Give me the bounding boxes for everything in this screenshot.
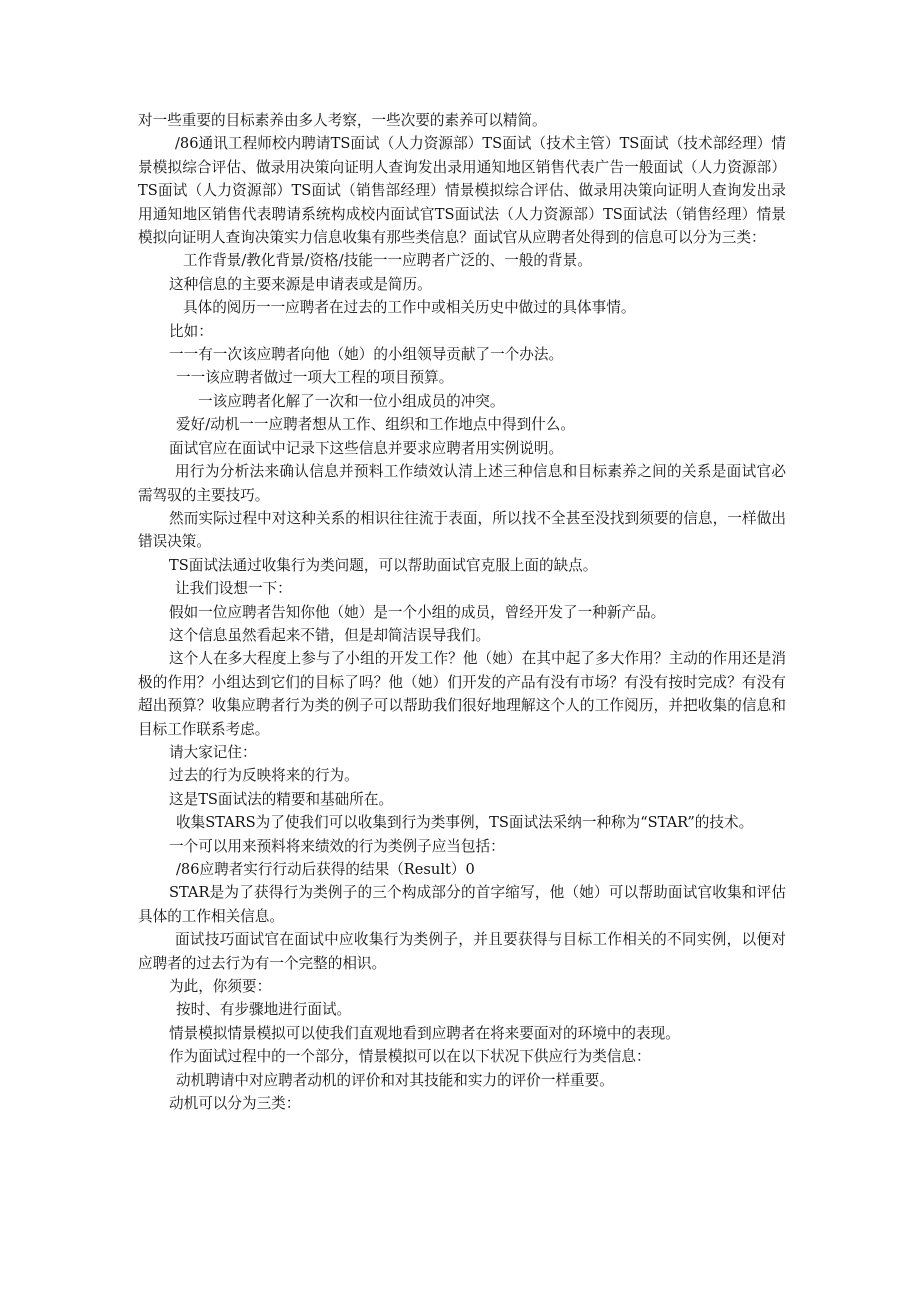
paragraph: 让我们设想一下： [175, 580, 292, 598]
paragraph: STAR是为了获得行为类例子的三个构成部分的首字缩写，他（她）可以帮助面试官收集和评估具体的工作相关信息。 [138, 884, 786, 925]
paragraph: 情景模拟情景模拟可以使我们直观地看到应聘者在将来要面对的环境中的表现。 [169, 1024, 680, 1042]
document-body [138, 109, 786, 1115]
paragraph: 一个可以用来预料将来绩效的行为类例子应当包括： [169, 837, 505, 855]
paragraph: 动机可以分为三类： [169, 1095, 301, 1113]
paragraph: 按时、有步骤地进行面试。 [176, 1001, 352, 1019]
paragraph: 用行为分析法来确认信息并预料工作绩效认清上述三种信息和目标素养之间的关系是面试官必需驾驭的主要技巧。 [138, 463, 786, 504]
paragraph: 收集STARS为了使我们可以收集到行为类事例，TS面试法采纳一种称为“STAR”的技术。 [176, 814, 754, 832]
paragraph: 面试官应在面试中记录下这些信息并要求应聘者用实例说明。 [169, 439, 564, 457]
paragraph: 动机聘请中对应聘者动机的评价和对其技能和实力的评价一样重要。 [176, 1071, 614, 1089]
paragraph: 假如一位应聘者告知你他（她）是一个小组的成员，曾经开发了一种新产品。 [169, 603, 666, 621]
paragraph: TS面试法通过收集行为类问题，可以帮助面试官克服上面的缺点。 [169, 556, 598, 574]
paragraph: /86应聘者实行行动后获得的结果（Result）0 [176, 861, 475, 878]
paragraph: 具体的阅历一一应聘者在过去的工作中或相关历史中做过的具体事情。 [183, 299, 636, 317]
paragraph: 工作背景/教化背景/资格/技能一一应聘者广泛的、一般的背景。 [183, 252, 592, 270]
paragraph: 比如： [169, 322, 213, 340]
paragraph: 爱好/动机一一应聘者想从工作、组织和工作地点中得到什么。 [176, 416, 575, 434]
paragraph: 请大家记住： [169, 743, 257, 761]
paragraph: 这是TS面试法的精要和基础所在。 [169, 790, 394, 808]
paragraph: 这个信息虽然看起来不错，但是却简洁误导我们。 [169, 626, 491, 644]
paragraph: 对一些重要的目标素养由多人考察，一些次要的素养可以精简。 [138, 112, 547, 129]
paragraph: 为此，你须要： [169, 978, 272, 996]
paragraph: 这个人在多大程度上参与了小组的开发工作？他（她）在其中起了多大作用？主动的作用还是消极的作用？小组达到它们的目标了吗？他（她）们开发的产品有没有市场？有没有按时完成？有没有超出预算？收集应聘者行为类的例子可以帮助我们很好地理解这个人的工作阅历，并把收集的信息和目标工作联系考虑。 [138, 650, 786, 738]
paragraph: 然而实际过程中对这种关系的相识往往流于表面，所以找不全甚至没找到须要的信息，一样做出错误决策。 [138, 509, 786, 551]
paragraph: 一一有一次该应聘者向他（她）的小组领导贡献了一个办法。 [169, 346, 564, 364]
paragraph: 过去的行为反映将来的行为。 [169, 767, 359, 785]
paragraph: 一该应聘者化解了一次和一位小组成员的冲突。 [198, 392, 505, 410]
paragraph: 一一该应聘者做过一项大工程的项目预算。 [176, 369, 454, 387]
paragraph: /86通讯工程师校内聘请TS面试（人力资源部）TS面试（技术主管）TS面试（技术部经理）情景模拟综合评估、做录用决策向证明人查询发出录用通知地区销售代表广告一般面试（人力资源部）TS面试（人力资源部）TS面试（销售部经理）情景模拟综合评估、做录用决策向证明人查询发出录用通知地区销售代表聘请系统构成校内面试官TS面试法（人力资源部）TS面试法（销售经理）情景模拟向证明人查询决策实力信息收集有那些类信息？面试官从应聘者处得到的信息可以分为三类： [138, 135, 786, 247]
paragraph: 这种信息的主要来源是申请表或是简历。 [169, 275, 432, 293]
paragraph: 面试技巧面试官在面试中应收集行为类例子，并且要获得与目标工作相关的不同实例，以便对应聘者的过去行为有一个完整的相识。 [138, 931, 786, 972]
paragraph: 作为面试过程中的一个部分，情景模拟可以在以下状况下供应行为类信息： [169, 1048, 651, 1066]
